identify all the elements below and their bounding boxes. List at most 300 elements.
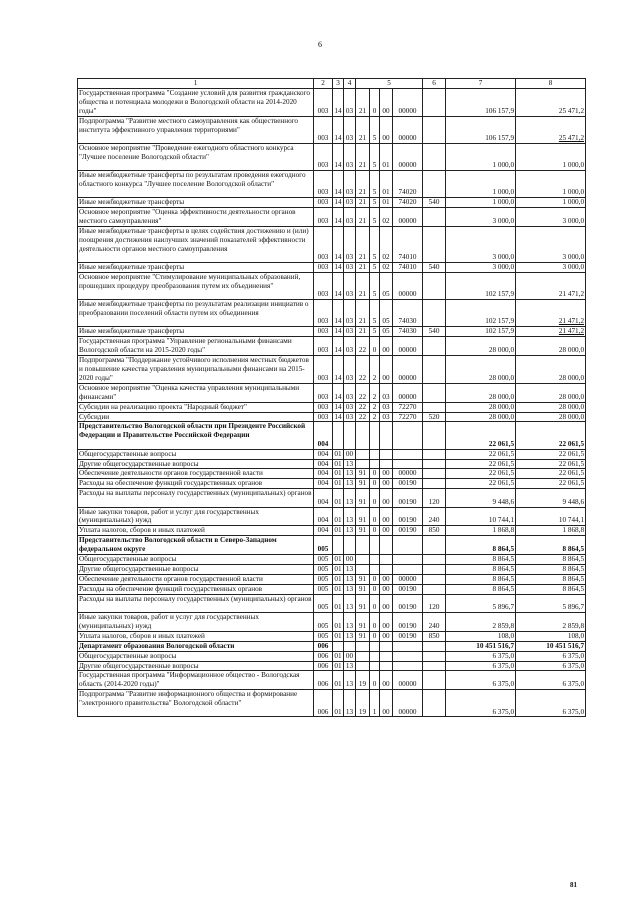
row-grbs: 003 <box>314 227 333 263</box>
row-name: Другие общегосударственные вопросы <box>78 459 314 469</box>
row-name: Иные межбюджетные трансферты <box>78 327 314 337</box>
table-row <box>78 479 586 489</box>
row-section: 01 <box>334 526 342 535</box>
row-amount-year2: 6 375,0 <box>516 661 586 671</box>
row-amount-year2: 1 868,8 <box>516 526 586 536</box>
row-amount-year1: 8 864,5 <box>446 564 516 574</box>
row-expense-type: 540 <box>423 327 446 337</box>
row-program <box>356 449 370 459</box>
row-direction <box>393 564 423 574</box>
row-subsection: 13 <box>344 631 356 641</box>
row-amount-year1: 9 448,6 <box>446 489 516 507</box>
row-subprogram <box>370 641 380 651</box>
row-amount-year2: 22 061,5 <box>516 422 586 449</box>
row-name: Обеспечение деятельности органов государственной власти <box>78 469 314 479</box>
row-subsection: 03 <box>344 143 356 170</box>
row-name: Другие общегосударственные вопросы <box>78 661 314 671</box>
row-amount-year2: 22 061,5 <box>516 479 586 489</box>
row-event: 00 <box>380 594 393 612</box>
row-subprogram <box>370 564 380 574</box>
row-direction <box>393 422 423 449</box>
row-amount-year1: 22 061,5 <box>446 422 516 449</box>
row-direction <box>393 459 423 469</box>
row-grbs: 006 <box>314 671 333 690</box>
table-row <box>78 208 586 227</box>
row-subsection: 13 <box>344 594 356 612</box>
row-amount-year1: 6 375,0 <box>446 690 516 717</box>
row-direction: 00000 <box>393 208 423 227</box>
row-subprogram <box>370 661 380 671</box>
page-number: 6 <box>318 40 322 49</box>
row-subprogram: 0 <box>370 671 380 690</box>
row-event: 05 <box>380 327 393 337</box>
row-subsection: 03 <box>344 402 356 412</box>
row-name: Подпрограмма "Развитие информационного общества и формирование "электронного правительства" Вологодской области" <box>78 690 314 717</box>
row-amount-year1: 6 375,0 <box>446 651 516 661</box>
row-expense-type <box>423 651 446 661</box>
table-body <box>78 79 586 717</box>
row-expense-type <box>423 227 446 263</box>
row-direction: 00190 <box>393 631 423 641</box>
header-cell-6: 6 <box>423 79 446 89</box>
table-row <box>78 273 586 300</box>
row-section: 01 <box>333 690 344 717</box>
row-amount-year2: 28 000,0 <box>516 383 586 402</box>
table-row <box>78 584 586 594</box>
row-program <box>356 536 370 555</box>
row-event: 03 <box>380 402 393 412</box>
row-event: 00 <box>380 671 393 690</box>
row-section: 01 <box>334 555 342 564</box>
header-cell-8: 8 <box>516 79 586 89</box>
row-program: 91 <box>356 479 370 489</box>
row-grbs: 004 <box>314 489 333 507</box>
row-grbs: 006 <box>314 661 333 671</box>
table-row <box>78 489 586 507</box>
row-event: 00 <box>380 89 393 117</box>
row-name: Основное мероприятие "Оценка эффективности деятельности органов местного самоуправления" <box>78 208 314 227</box>
row-direction: 00190 <box>393 489 423 507</box>
row-event: 00 <box>380 479 393 489</box>
row-amount-year1: 3 000,0 <box>446 208 516 227</box>
row-amount-year2: 8 864,5 <box>516 574 586 584</box>
row-program <box>356 459 370 469</box>
row-subprogram: 0 <box>370 337 380 356</box>
row-direction: 72270 <box>393 412 423 422</box>
table-row <box>78 227 586 263</box>
row-grbs: 003 <box>314 356 333 384</box>
row-name: Субсидии на реализацию проекта "Народный бюджет" <box>78 402 314 412</box>
row-expense-type <box>423 574 446 584</box>
row-expense-type: 850 <box>423 526 446 536</box>
row-subsection: 13 <box>344 479 356 489</box>
row-amount-year2: 28 000,0 <box>516 337 586 356</box>
row-name: Подпрограмма "Поддержание устойчивого исполнения местных бюджетов и повышение качества управления муниципальными финансами на 2015-2020 годы" <box>78 356 314 384</box>
row-program: 91 <box>356 574 370 584</box>
row-subsection: 03 <box>344 263 356 273</box>
row-subsection: 13 <box>344 564 356 574</box>
row-amount-year1: 22 061,5 <box>446 469 516 479</box>
row-name: Основное мероприятие "Оценка качества управления муниципальными финансами" <box>78 383 314 402</box>
row-direction: 00190 <box>393 613 423 632</box>
table-row <box>78 564 586 574</box>
row-section: 01 <box>334 459 342 468</box>
row-direction <box>393 651 423 661</box>
row-grbs: 005 <box>314 594 333 612</box>
row-subsection: 03 <box>344 273 356 300</box>
row-event: 01 <box>380 198 393 208</box>
row-expense-type: 240 <box>423 613 446 632</box>
corner-mark: 81 <box>570 881 577 889</box>
row-direction: 00000 <box>393 143 423 170</box>
row-grbs: 006 <box>314 690 333 717</box>
row-subprogram: 5 <box>370 171 380 198</box>
row-amount-year1: 8 864,5 <box>446 574 516 584</box>
row-grbs: 003 <box>314 171 333 198</box>
row-program <box>356 661 370 671</box>
row-amount-year2: 21 471,2 <box>516 273 586 300</box>
row-amount-year1: 28 000,0 <box>446 356 516 384</box>
row-amount-year1: 102 157,9 <box>446 300 516 327</box>
row-amount-year1: 10 451 516,7 <box>446 641 516 651</box>
row-amount-year2: 3 000,0 <box>516 227 586 263</box>
row-subprogram: 5 <box>370 143 380 170</box>
row-program: 21 <box>356 143 370 170</box>
row-section: 01 <box>334 661 342 670</box>
row-direction: 74030 <box>393 300 423 327</box>
row-event <box>380 422 393 449</box>
row-grbs: 003 <box>314 263 333 273</box>
row-name: Представительство Вологодской области при Президенте Российской Федерации и Правительстве Российской Федерации <box>78 422 314 449</box>
row-amount-year2: 25 471,2 <box>516 116 586 143</box>
header-cell-3: 3 <box>333 79 344 89</box>
row-grbs: 005 <box>314 613 333 632</box>
row-name: Общегосударственные вопросы <box>78 449 314 459</box>
row-expense-type <box>423 449 446 459</box>
row-subsection: 00 <box>344 651 356 661</box>
row-event: 00 <box>380 469 393 479</box>
row-program: 22 <box>356 337 370 356</box>
row-grbs: 005 <box>314 564 333 574</box>
row-subprogram: 0 <box>370 89 380 117</box>
row-name: Уплата налогов, сборов и иных платежей <box>78 631 314 641</box>
row-expense-type <box>423 337 446 356</box>
row-amount-year1: 28 000,0 <box>446 337 516 356</box>
row-direction: 00190 <box>393 594 423 612</box>
row-direction: 00000 <box>393 356 423 384</box>
row-grbs: 003 <box>314 337 333 356</box>
row-program: 21 <box>356 208 370 227</box>
row-section: 14 <box>333 356 344 384</box>
table-row <box>78 459 586 469</box>
row-direction <box>393 661 423 671</box>
table-row <box>78 507 586 526</box>
row-subsection <box>344 641 356 651</box>
header-cell-2: 2 <box>314 79 333 89</box>
row-direction: 72270 <box>393 402 423 412</box>
row-amount-year1: 28 000,0 <box>446 412 516 422</box>
row-program: 22 <box>356 402 370 412</box>
row-name: Расходы на обеспечение функций государственных органов <box>78 479 314 489</box>
row-grbs: 003 <box>314 383 333 402</box>
row-amount-year1: 10 744,1 <box>446 507 516 526</box>
row-section: 14 <box>333 116 344 143</box>
row-direction: 00000 <box>393 383 423 402</box>
row-program: 22 <box>356 356 370 384</box>
row-direction: 00000 <box>393 116 423 143</box>
row-event: 05 <box>380 273 393 300</box>
row-direction: 74010 <box>393 227 423 263</box>
row-name: Иные закупки товаров, работ и услуг для государственных (муниципальных) нужд <box>78 613 314 632</box>
row-section: 14 <box>334 327 342 336</box>
row-section: 01 <box>334 651 342 660</box>
table-row <box>78 356 586 384</box>
row-program: 91 <box>356 507 370 526</box>
table-row <box>78 641 586 651</box>
row-section: 01 <box>333 671 344 690</box>
row-program: 91 <box>356 613 370 632</box>
row-subsection: 13 <box>344 469 356 479</box>
table-row <box>78 671 586 690</box>
row-subsection: 13 <box>344 613 356 632</box>
row-subsection: 03 <box>344 412 356 422</box>
row-amount-year2: 28 000,0 <box>516 356 586 384</box>
row-direction: 00190 <box>393 507 423 526</box>
row-amount-year2: 1 000,0 <box>516 198 586 208</box>
row-amount-year1: 8 864,5 <box>446 584 516 594</box>
row-event <box>380 641 393 651</box>
row-amount-year1: 6 375,0 <box>446 661 516 671</box>
row-program: 91 <box>356 631 370 641</box>
row-section <box>333 422 344 449</box>
row-amount-year2: 1 000,0 <box>516 171 586 198</box>
row-expense-type <box>423 300 446 327</box>
row-event <box>380 661 393 671</box>
table-row <box>78 300 586 327</box>
row-name: Общегосударственные вопросы <box>78 555 314 565</box>
table-row <box>78 594 586 612</box>
row-direction: 00190 <box>393 479 423 489</box>
row-direction <box>393 555 423 565</box>
row-program: 22 <box>356 412 370 422</box>
row-name: Расходы на выплаты персоналу государственных (муниципальных) органов <box>78 594 314 612</box>
row-expense-type <box>423 564 446 574</box>
row-event: 00 <box>380 690 393 717</box>
header-cell-4: 4 <box>344 79 356 89</box>
row-expense-type <box>423 273 446 300</box>
row-name: Иные межбюджетные трансферты <box>78 263 314 273</box>
row-grbs: 004 <box>314 479 333 489</box>
row-section: 01 <box>334 584 342 593</box>
row-name: Расходы на обеспечение функций государственных органов <box>78 584 314 594</box>
row-amount-year2: 9 448,6 <box>516 489 586 507</box>
row-expense-type: 540 <box>423 263 446 273</box>
row-amount-year1: 3 000,0 <box>446 227 516 263</box>
row-section: 14 <box>333 300 344 327</box>
row-event: 00 <box>380 613 393 632</box>
row-program: 21 <box>356 300 370 327</box>
row-section: 14 <box>334 412 342 421</box>
row-subsection: 13 <box>344 526 356 536</box>
row-name: Иные закупки товаров, работ и услуг для государственных (муниципальных) нужд <box>78 507 314 526</box>
row-program <box>356 422 370 449</box>
row-event: 00 <box>380 116 393 143</box>
row-subsection: 13 <box>344 661 356 671</box>
row-subsection: 03 <box>344 171 356 198</box>
row-event <box>380 651 393 661</box>
row-section: 01 <box>334 449 342 458</box>
row-direction: 74010 <box>393 263 423 273</box>
row-subsection: 00 <box>344 555 356 565</box>
row-program <box>356 555 370 565</box>
row-grbs: 003 <box>314 208 333 227</box>
row-amount-year2: 5 896,7 <box>516 594 586 612</box>
row-amount-year1: 5 896,7 <box>446 594 516 612</box>
row-name: Расходы на выплаты персоналу государственных (муниципальных) органов <box>78 489 314 507</box>
row-subsection: 03 <box>344 356 356 384</box>
row-event: 05 <box>380 300 393 327</box>
row-grbs: 004 <box>314 526 333 536</box>
row-event: 00 <box>380 337 393 356</box>
row-section: 01 <box>334 564 342 573</box>
row-subsection: 13 <box>344 489 356 507</box>
row-program: 22 <box>356 383 370 402</box>
row-program: 21 <box>356 327 370 337</box>
row-subprogram: 5 <box>370 300 380 327</box>
row-subprogram: 2 <box>370 356 380 384</box>
row-grbs: 006 <box>314 651 333 661</box>
row-section: 14 <box>333 208 344 227</box>
row-event: 00 <box>380 526 393 536</box>
row-direction: 00000 <box>393 690 423 717</box>
row-amount-year2: 22 061,5 <box>516 469 586 479</box>
row-event: 00 <box>380 507 393 526</box>
row-name: Иные межбюджетные трансферты по результатам проведения ежегодного областного конкурса "Лучшее поселение Вологодской области" <box>78 171 314 198</box>
row-section: 01 <box>334 574 342 583</box>
row-amount-year2: 25 471,2 <box>516 89 586 117</box>
table-row <box>78 661 586 671</box>
row-subsection: 13 <box>344 690 356 717</box>
row-amount-year1: 106 157,9 <box>446 89 516 117</box>
row-grbs: 004 <box>314 507 333 526</box>
row-subprogram: 0 <box>370 631 380 641</box>
row-direction: 74030 <box>393 327 423 337</box>
row-expense-type <box>423 671 446 690</box>
row-expense-type <box>423 469 446 479</box>
row-amount-year1: 106 157,9 <box>446 116 516 143</box>
row-grbs: 003 <box>314 116 333 143</box>
row-section: 01 <box>333 613 344 632</box>
table-row <box>78 449 586 459</box>
row-name: Иные межбюджетные трансферты <box>78 198 314 208</box>
row-subsection: 13 <box>344 671 356 690</box>
row-program: 21 <box>356 198 370 208</box>
table-row <box>78 171 586 198</box>
row-subsection: 03 <box>344 227 356 263</box>
row-subprogram: 2 <box>370 412 380 422</box>
row-section: 01 <box>333 507 344 526</box>
row-subsection: 13 <box>344 507 356 526</box>
row-section: 01 <box>334 631 342 640</box>
row-subprogram: 0 <box>370 489 380 507</box>
row-grbs: 005 <box>314 584 333 594</box>
row-amount-year1: 1 000,0 <box>446 198 516 208</box>
row-amount-year1: 28 000,0 <box>446 402 516 412</box>
row-section: 14 <box>334 263 342 272</box>
row-expense-type: 240 <box>423 507 446 526</box>
row-event <box>380 536 393 555</box>
row-subsection: 13 <box>344 584 356 594</box>
row-amount-year2: 10 451 516,7 <box>516 641 586 651</box>
row-subprogram: 5 <box>370 263 380 273</box>
row-subprogram: 5 <box>370 116 380 143</box>
row-event: 00 <box>380 489 393 507</box>
row-direction: 00000 <box>393 273 423 300</box>
row-amount-year2: 6 375,0 <box>516 651 586 661</box>
row-event: 00 <box>380 574 393 584</box>
row-amount-year1: 108,0 <box>446 631 516 641</box>
row-amount-year2: 28 000,0 <box>516 412 586 422</box>
row-name: Государственная программа "Создание условий для развития гражданского общества и потенциала молодежи в Вологодской области на 2014-2020 годы" <box>78 89 314 117</box>
row-subprogram: 1 <box>370 690 380 717</box>
row-grbs: 005 <box>314 536 333 555</box>
row-expense-type <box>423 536 446 555</box>
header-cell-5: 5 <box>356 79 423 89</box>
row-amount-year1: 22 061,5 <box>446 459 516 469</box>
row-subprogram <box>370 422 380 449</box>
table-row <box>78 89 586 117</box>
row-direction: 00000 <box>393 469 423 479</box>
row-grbs: 003 <box>314 327 333 337</box>
row-name: Государственная программа "Информационное общество - Вологодская область (2014-2020 годы)" <box>78 671 314 690</box>
row-expense-type: 850 <box>423 631 446 641</box>
row-direction <box>393 449 423 459</box>
row-program: 21 <box>356 116 370 143</box>
row-direction: 00000 <box>393 89 423 117</box>
row-amount-year2: 22 061,5 <box>516 449 586 459</box>
row-expense-type <box>423 690 446 717</box>
table-row <box>78 651 586 661</box>
row-expense-type <box>423 641 446 651</box>
row-direction: 00000 <box>393 574 423 584</box>
row-program: 21 <box>356 227 370 263</box>
row-direction: 00190 <box>393 584 423 594</box>
row-program <box>356 564 370 574</box>
header-cell-7: 7 <box>446 79 516 89</box>
row-event: 00 <box>380 356 393 384</box>
row-subprogram: 5 <box>370 273 380 300</box>
row-subsection: 03 <box>344 208 356 227</box>
row-direction: 00000 <box>393 671 423 690</box>
table-row <box>78 327 586 337</box>
row-grbs: 005 <box>314 574 333 584</box>
row-name: Подпрограмма "Развитие местного самоуправления как общественного института эффективного управления территориями" <box>78 116 314 143</box>
row-program: 91 <box>356 526 370 536</box>
row-amount-year2: 6 375,0 <box>516 690 586 717</box>
table-header-row <box>78 79 586 89</box>
table-row <box>78 574 586 584</box>
row-program: 19 <box>356 690 370 717</box>
row-section: 01 <box>334 469 342 478</box>
row-expense-type <box>423 208 446 227</box>
row-subprogram: 0 <box>370 584 380 594</box>
row-program <box>356 641 370 651</box>
row-amount-year2: 21 471,2 <box>516 300 586 327</box>
row-section: 01 <box>334 479 342 488</box>
row-program: 91 <box>356 594 370 612</box>
row-name: Обеспечение деятельности органов государственной власти <box>78 574 314 584</box>
row-expense-type: 120 <box>423 489 446 507</box>
